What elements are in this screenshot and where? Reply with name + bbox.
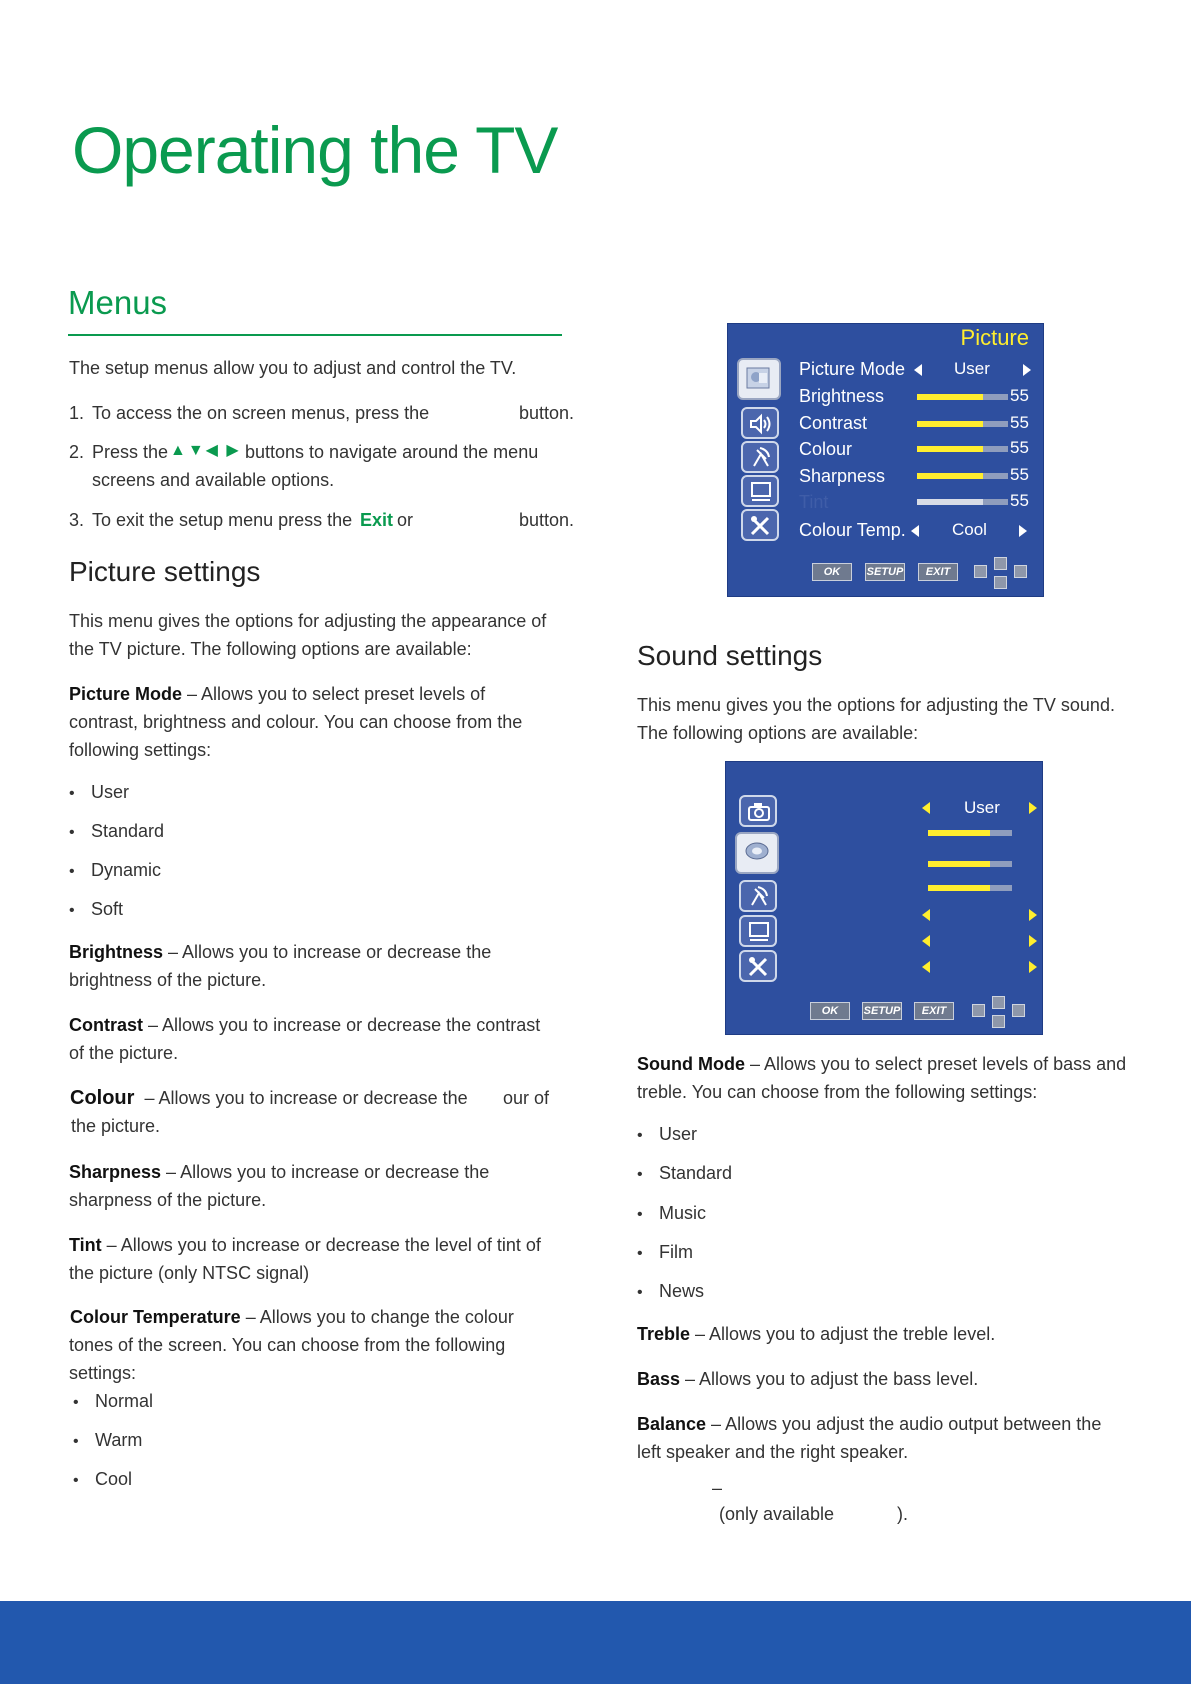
brightness-desc-2: brightness of the picture.: [69, 970, 267, 990]
balance-label: Balance: [637, 1414, 707, 1434]
osd-exit-button[interactable]: EXIT: [914, 1002, 954, 1020]
setup-tools-icon[interactable]: [741, 509, 779, 541]
sound-intro-2: The following options are available:: [637, 723, 919, 743]
picture-settings-heading: Picture settings: [69, 556, 261, 587]
picture-menu-icon[interactable]: [737, 358, 781, 400]
step-2-text-cont: buttons to navigate around the menu: [245, 442, 539, 462]
osd-sharpness-value: 55: [1010, 465, 1029, 484]
treble-label: Treble: [637, 1324, 691, 1344]
setup-tools-icon[interactable]: [739, 950, 777, 982]
osd-nav-right-icon[interactable]: [1012, 1004, 1025, 1017]
page-title: Operating the TV: [72, 113, 558, 187]
menus-heading: Menus: [68, 284, 168, 321]
osd-row-colour[interactable]: Colour: [799, 439, 853, 459]
contrast-label: Contrast: [69, 1015, 144, 1035]
osd-right-arrow-icon[interactable]: [1029, 961, 1037, 973]
osd-left-arrow-icon[interactable]: [922, 961, 930, 973]
balance-desc-2: left speaker and the right speaker.: [637, 1442, 909, 1462]
osd-picture-mode-value: User: [954, 359, 990, 378]
sound-menu-icon[interactable]: [735, 832, 779, 874]
osd-contrast-value: 55: [1010, 413, 1029, 432]
osd-left-arrow-icon[interactable]: [911, 525, 919, 537]
brightness-label: Brightness: [69, 942, 164, 962]
step-1-text: To access the on screen menus, press the: [92, 403, 430, 423]
osd-menu-title: Picture: [960, 325, 1029, 350]
screen-menu-icon[interactable]: [739, 915, 777, 947]
osd-picture-menu: [727, 323, 1044, 597]
colour-temp-desc-3: settings:: [69, 1363, 137, 1383]
treble-desc: Treble – Allows you to adjust the treble level.: [637, 1324, 996, 1344]
osd-nav-up-icon[interactable]: [992, 996, 1005, 1009]
picture-mode-desc-3: following settings:: [69, 740, 212, 760]
osd-nav-right-icon[interactable]: [1014, 565, 1027, 578]
footer-band: [0, 1601, 1191, 1684]
osd-left-arrow-icon[interactable]: [922, 909, 930, 921]
osd-colour-temp-value: Cool: [952, 520, 987, 539]
osd-brightness-bar[interactable]: [917, 394, 1008, 400]
exit-word: Exit: [360, 510, 394, 530]
picture-mode-desc-2: contrast, brightness and colour. You can choose from the: [69, 712, 523, 732]
list-item: • User: [69, 782, 129, 803]
balance-desc-1: Balance – Allows you adjust the audio output between the: [637, 1414, 1102, 1434]
osd-left-arrow-icon[interactable]: [922, 802, 930, 814]
picture-menu-icon[interactable]: [739, 795, 777, 827]
only-available-text: (only available: [719, 1504, 835, 1524]
sound-mode-desc-1: Sound Mode – Allows you to select preset levels of bass and: [637, 1054, 1127, 1074]
list-item: • News: [637, 1281, 704, 1302]
osd-contrast-bar[interactable]: [917, 421, 1008, 427]
tint-desc-1: Tint – Allows you to increase or decrease the level of tint of: [69, 1235, 541, 1255]
tint-label: Tint: [69, 1235, 102, 1255]
osd-row-sharpness[interactable]: Sharpness: [799, 466, 886, 486]
osd-sound-menu: [725, 761, 1043, 1035]
menus-intro: The setup menus allow you to adjust and control the TV.: [69, 358, 517, 378]
heading-rule: [68, 334, 562, 336]
step-3-number: 3.: [69, 510, 85, 530]
osd-nav-down-icon[interactable]: [994, 576, 1007, 589]
channel-menu-icon[interactable]: [741, 441, 779, 473]
osd-left-arrow-icon[interactable]: [922, 935, 930, 947]
osd-row-brightness[interactable]: Brightness: [799, 386, 885, 406]
channel-menu-icon[interactable]: [739, 880, 777, 912]
osd-colour-value: 55: [1010, 438, 1029, 457]
sound-menu-icon[interactable]: [741, 407, 779, 439]
sound-mode-label: Sound Mode: [637, 1054, 745, 1074]
osd-right-arrow-icon[interactable]: [1029, 909, 1037, 921]
sharpness-desc-1: Sharpness – Allows you to increase or decrease the: [69, 1162, 490, 1182]
osd-row-tint[interactable]: Tint: [799, 492, 829, 512]
bass-label: Bass: [637, 1369, 681, 1389]
osd-colour-bar[interactable]: [917, 446, 1008, 452]
close-paren-text: ).: [897, 1504, 908, 1524]
sharpness-label: Sharpness: [69, 1162, 162, 1182]
osd-setup-button[interactable]: SETUP: [862, 1002, 902, 1020]
osd-right-arrow-icon[interactable]: [1019, 525, 1027, 537]
colour-temp-desc-1: Colour Temperature – Allows you to change the colour: [70, 1307, 514, 1327]
osd-row-contrast[interactable]: Contrast: [799, 413, 868, 433]
osd-exit-button[interactable]: EXIT: [918, 563, 958, 581]
osd-setup-button[interactable]: SETUP: [865, 563, 905, 581]
osd-nav-up-icon[interactable]: [994, 557, 1007, 570]
colour-desc-2: the picture.: [71, 1116, 161, 1136]
osd-ok-button[interactable]: OK: [810, 1002, 850, 1020]
list-item: • Film: [637, 1242, 693, 1263]
sound-settings-heading: Sound settings: [637, 640, 823, 671]
list-item: • User: [637, 1124, 697, 1145]
partial-dash: –: [712, 1478, 723, 1498]
osd-nav-down-icon[interactable]: [992, 1015, 1005, 1028]
osd-nav-left-icon[interactable]: [974, 565, 987, 578]
bass-desc: Bass – Allows you to adjust the bass level.: [637, 1369, 979, 1389]
sound-intro-1: This menu gives you the options for adjusting the TV sound.: [637, 695, 1115, 715]
list-item: • Warm: [73, 1430, 142, 1451]
brightness-desc-1: Brightness – Allows you to increase or decrease the: [69, 942, 492, 962]
colour-temp-desc-2: tones of the screen. You can choose from the following: [69, 1335, 506, 1355]
navigation-arrows-icon: ▲▼◀ ▶: [170, 442, 241, 459]
osd-balance-bar[interactable]: [928, 885, 1012, 891]
osd-bass-bar[interactable]: [928, 861, 1012, 867]
osd-right-arrow-icon[interactable]: [1029, 935, 1037, 947]
list-item: • Cool: [73, 1469, 132, 1490]
sound-mode-desc-2: treble. You can choose from the following settings:: [637, 1082, 1038, 1102]
colour-label: Colour: [70, 1087, 135, 1109]
screen-menu-icon[interactable]: [741, 475, 779, 507]
picture-mode-desc-1: Picture Mode – Allows you to select preset levels of: [69, 684, 486, 704]
osd-row-picture-mode[interactable]: Picture Mode: [799, 359, 906, 379]
contrast-desc-1: Contrast – Allows you to increase or decrease the contrast: [69, 1015, 541, 1035]
osd-ok-button[interactable]: OK: [812, 563, 852, 581]
list-item: • Soft: [69, 899, 123, 920]
colour-desc-1: Colour – Allows you to increase or decrease the: [70, 1087, 468, 1109]
osd-right-arrow-icon[interactable]: [1023, 364, 1031, 376]
step-3-button-word: button.: [519, 510, 575, 530]
step-2-text: Press the: [92, 442, 169, 462]
osd-brightness-value: 55: [1010, 386, 1029, 405]
picture-intro-2: the TV picture. The following options are available:: [69, 639, 472, 659]
osd-sharpness-bar[interactable]: [917, 473, 1008, 479]
step-1-number: 1.: [69, 403, 85, 423]
colour-desc-1b: our of: [503, 1088, 550, 1108]
tint-desc-2: the picture (only NTSC signal): [69, 1263, 310, 1283]
contrast-desc-2: of the picture.: [69, 1043, 179, 1063]
colour-temp-label: Colour Temperature: [70, 1307, 241, 1327]
step-3-or: or: [397, 510, 414, 530]
osd-nav-left-icon[interactable]: [972, 1004, 985, 1017]
list-item: • Standard: [69, 821, 164, 842]
list-item: • Dynamic: [69, 860, 161, 881]
osd-right-arrow-icon[interactable]: [1029, 802, 1037, 814]
list-item: • Normal: [73, 1391, 153, 1412]
osd-left-arrow-icon[interactable]: [914, 364, 922, 376]
osd-treble-bar[interactable]: [928, 830, 1012, 836]
osd-row-colour-temp[interactable]: Colour Temp.: [799, 520, 906, 540]
step-3-text: To exit the setup menu press the: [92, 510, 353, 530]
osd-tint-bar[interactable]: [917, 499, 1008, 505]
osd-sound-mode-value: User: [964, 798, 1000, 817]
picture-mode-label: Picture Mode: [69, 684, 183, 704]
step-2-text-line2: screens and available options.: [92, 470, 335, 490]
list-item: • Music: [637, 1203, 706, 1224]
picture-intro-1: This menu gives the options for adjusting the appearance of: [69, 611, 547, 631]
step-2-number: 2.: [69, 442, 85, 462]
list-item: • Standard: [637, 1163, 732, 1184]
step-1-button-word: button.: [519, 403, 575, 423]
osd-tint-value: 55: [1010, 491, 1029, 510]
sharpness-desc-2: sharpness of the picture.: [69, 1190, 267, 1210]
